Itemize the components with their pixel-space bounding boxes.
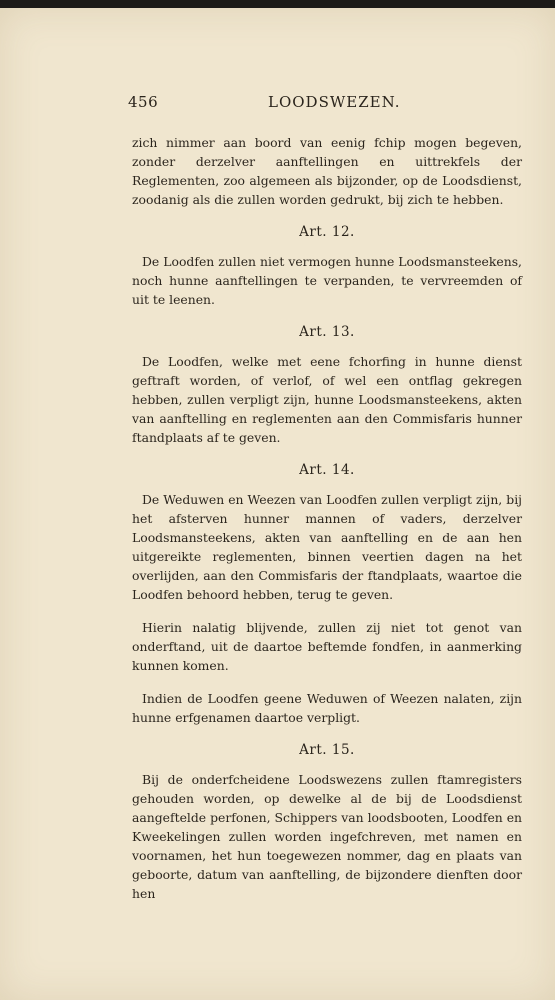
paragraph: Hierin nalatig blijvende, zullen zij niet tot genot van onderftand, uit de daartoe beftemde fondfen, in aanmerking kunnen komen. <box>132 620 522 673</box>
article-14-block-2 <box>132 618 522 675</box>
article-heading: Art. 12. <box>299 224 355 240</box>
article-heading: Art. 15. <box>299 742 355 758</box>
paragraph: De Loodfen, welke met eene fchorfing in hunne dienst geftraft worden, of verlof, of wel een ontflag gekregen hebben, zullen verpligt zijn, hunne Loodsmansteekens, akten van aanftelling en reglementen aan den Commisfaris hunner ftandplaats af te geven. <box>132 354 522 445</box>
running-head: LOODSWEZEN. <box>268 93 401 111</box>
article-heading: Art. 13. <box>299 324 355 340</box>
continued-paragraph-block <box>132 133 522 209</box>
page-body <box>132 133 522 917</box>
page-number: 456 <box>128 93 159 111</box>
book-page <box>0 8 555 1000</box>
article-14-block-1 <box>132 490 522 604</box>
paragraph: zich nimmer aan boord van eenig fchip mogen begeven, zonder derzelver aanftellingen en uittrekfels der Reglementen, zoo algemeen als bijzonder, op de Loodsdienst, zoodanig als die zullen worden gedrukt, bij zich te hebben. <box>132 135 522 207</box>
article-12-block <box>132 252 522 309</box>
paragraph: Indien de Loodfen geene Weduwen of Weezen nalaten, zijn hunne erfgenamen daartoe verpligt. <box>132 691 522 725</box>
article-15-block <box>132 770 522 903</box>
article-13-block <box>132 352 522 447</box>
paragraph: De Weduwen en Weezen van Loodfen zullen verpligt zijn, bij het afsterven hunner mannen of vaders, derzelver Loodsmansteekens, akten van aanftelling en de aan hen uitgereikte reglementen, binnen veertien dagen na het overlijden, aan den Commisfaris der ftandplaats, waartoe die Loodfen behoord hebben, terug te geven. <box>132 492 522 602</box>
article-14-block-3 <box>132 689 522 727</box>
page-header <box>128 93 523 119</box>
paragraph: Bij de onderfcheidene Loodswezens zullen ftamregisters gehouden worden, op dewelke al de bij de Loodsdienst aangeftelde perfonen, Schippers van loodsbooten, Loodfen en Kweekelingen zullen worden ingefchreven, met namen en voornamen, het hun toegewezen nommer, dag en plaats van geboorte, datum van aanftelling, de bijzondere dienften door hen <box>132 772 523 901</box>
article-heading: Art. 14. <box>299 462 355 478</box>
paragraph: De Loodfen zullen niet vermogen hunne Loodsmansteekens, noch hunne aanftellingen te verpanden, te vervreemden of uit te leenen. <box>132 254 522 307</box>
